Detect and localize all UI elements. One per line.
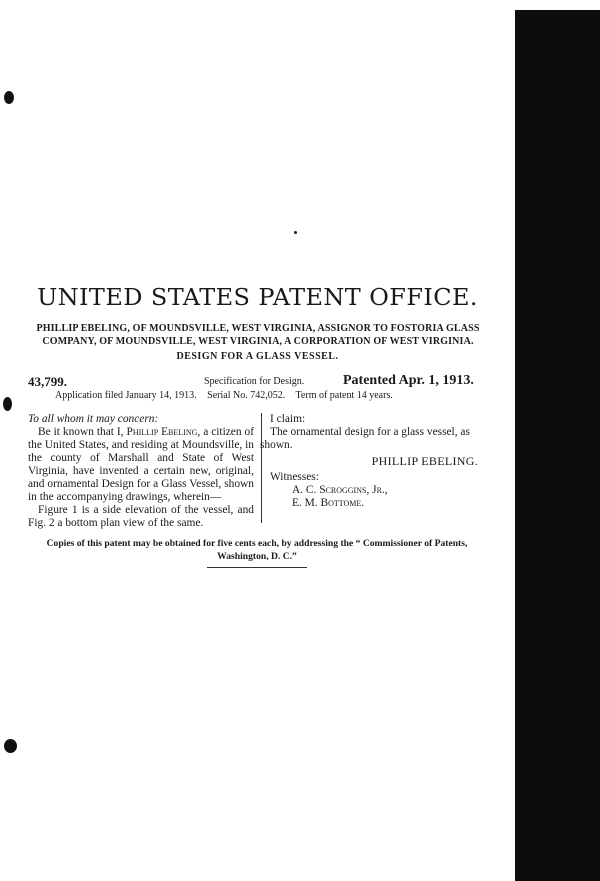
- patented-date: Patented Apr. 1, 1913.: [343, 373, 474, 388]
- binder-hole-bottom: [4, 739, 17, 753]
- paragraph-2: Figure 1 is a side elevation of the vessel, and Fig. 2 a bottom plan view of the same.: [28, 504, 254, 529]
- binder-hole-top: [4, 91, 14, 104]
- claim-column: [260, 413, 478, 510]
- copies-line-1: Copies of this patent may be obtained for five cents each, by addressing the “ Commissioner of Patents,: [46, 538, 468, 549]
- scan-edge-bar: [515, 10, 600, 881]
- witness-2: E. M. Bottome.: [292, 497, 365, 509]
- application-date: Application filed January 14, 1913.: [55, 390, 197, 401]
- witness-1: A. C. Scroggins, Jr.,: [292, 484, 388, 496]
- patent-number: 43,799.: [28, 374, 67, 389]
- footer-rule: [207, 567, 307, 568]
- paragraph-1-rest: , a citizen of the United States, and residing at Moundsville, in the county of Marshall and State of West Virginia, have invented a certain new, original, and ornamental Design for a Glass Vessel, shown in the accompanying drawings, wherein—: [28, 426, 254, 503]
- paragraph-1: [28, 426, 254, 504]
- inventor-name: Phillip Ebeling: [126, 426, 198, 438]
- witnesses-label: Witnesses:: [270, 471, 319, 483]
- claim-text: The ornamental design for a glass vessel, as shown.: [260, 426, 470, 451]
- assignor-block: [28, 322, 488, 348]
- filing-line: [55, 390, 401, 401]
- binder-hole-middle: [3, 397, 12, 411]
- design-title: DESIGN FOR A GLASS VESSEL.: [176, 351, 339, 362]
- assignor-line-1: PHILLIP EBELING, OF MOUNDSVILLE, WEST VIRGINIA, ASSIGNOR TO FOSTORIA GLASS: [36, 323, 480, 334]
- scan-speck: [294, 231, 297, 234]
- spec-label: Specification for Design.: [204, 376, 305, 387]
- page-title: UNITED STATES PATENT OFFICE.: [37, 283, 478, 311]
- salutation: To all whom it may concern:: [28, 413, 159, 425]
- copies-notice: [32, 537, 482, 563]
- copies-line-2: Washington, D. C.”: [217, 551, 297, 562]
- assignor-line-2: COMPANY, OF MOUNDSVILLE, WEST VIRGINIA, A CORPORATION OF WEST VIRGINIA.: [42, 336, 474, 347]
- patent-term: Term of patent 14 years.: [295, 390, 393, 401]
- claim-label: I claim:: [270, 413, 306, 425]
- specification-column: [28, 413, 254, 530]
- paragraph-1-start: Be it known that I,: [38, 426, 127, 438]
- inventor-signature: PHILLIP EBELING.: [371, 454, 478, 468]
- serial-number: Serial No. 742,052.: [207, 390, 286, 401]
